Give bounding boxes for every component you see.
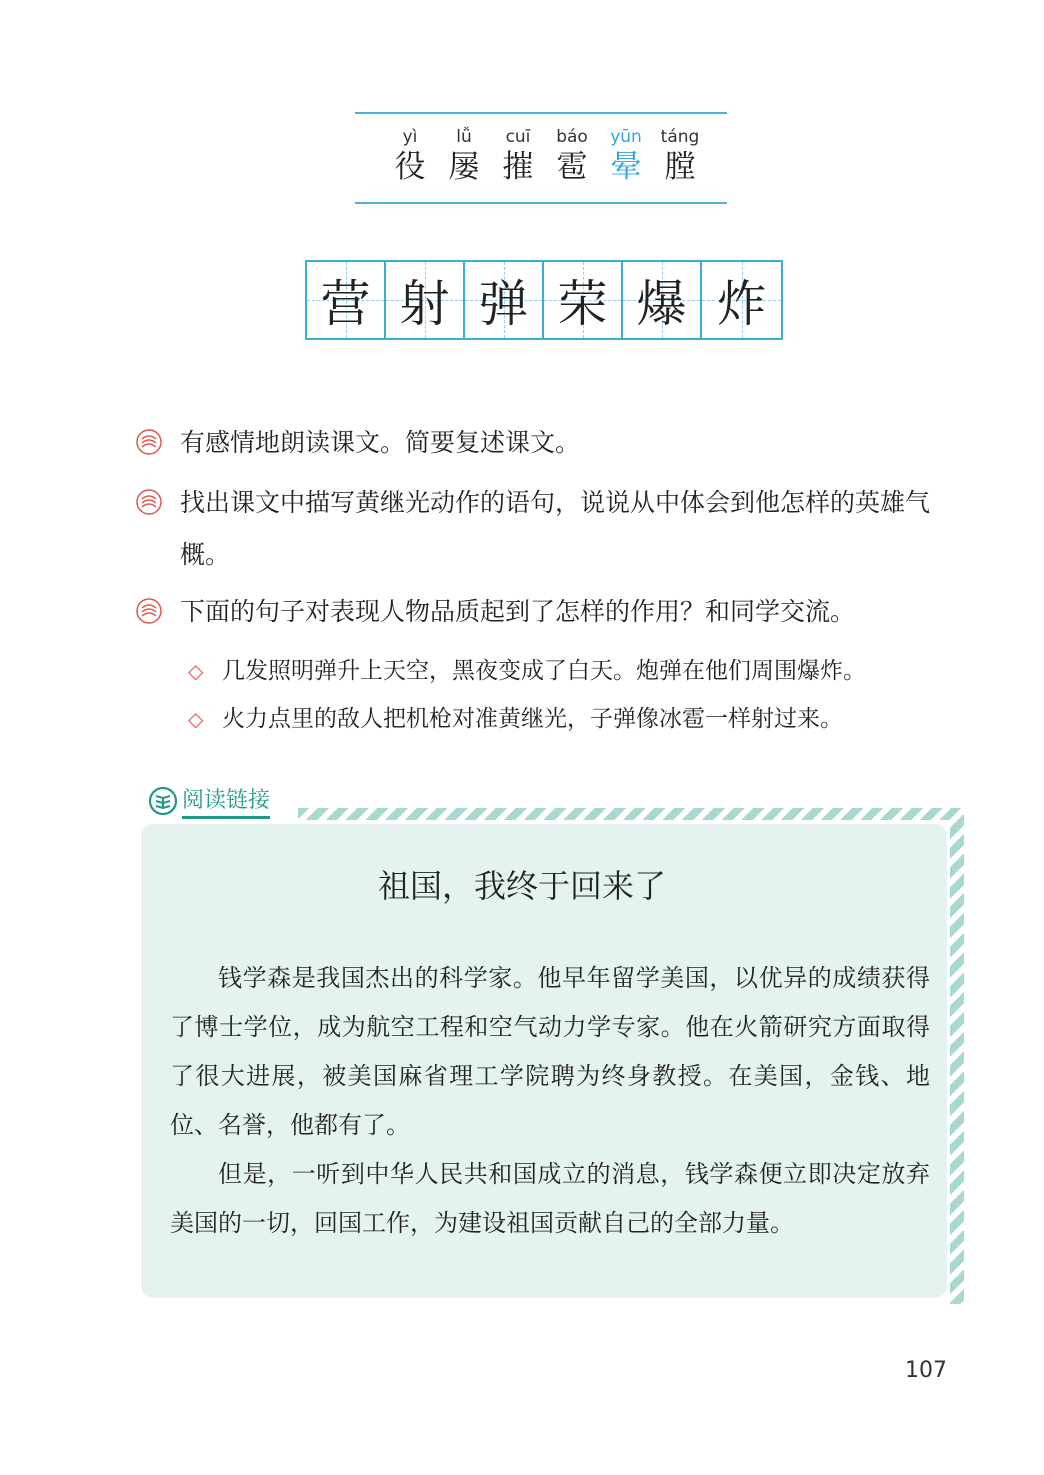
diamond-bullet-icon: ◇ — [188, 659, 204, 683]
character: 屡 — [448, 149, 480, 185]
reading-link-label: 阅读链接 — [182, 783, 270, 819]
page-number: 107 — [905, 1358, 947, 1383]
pinyin: yūn — [610, 127, 642, 147]
grid-cell-5 — [623, 262, 702, 338]
grid-character: 爆 — [636, 275, 687, 333]
character: 役 — [394, 149, 426, 185]
character: 膛 — [664, 149, 696, 185]
reading-paragraph-1: 钱学森是我国杰出的科学家。他早年留学美国，以优异的成绩获得了博士学位，成为航空工程和空气动力学专家。他在火箭研究方面取得了很大进展，被美国麻省理工学院聘为终身教授。在美国，金钱、地位、名誉，他都有了。 — [170, 964, 930, 1139]
exercise-item-3 — [136, 586, 966, 638]
exercise-text: 有感情地朗读课文。简要复述课文。 — [180, 428, 581, 457]
grid-character: 营 — [320, 275, 371, 333]
character: 晕 — [610, 149, 642, 185]
decorative-stripe-top — [298, 808, 962, 820]
book-icon — [148, 786, 178, 816]
writing-grid — [305, 260, 783, 340]
character: 雹 — [556, 149, 588, 185]
spiral-seal-icon — [136, 429, 162, 455]
sentence-text: 火力点里的敌人把机枪对准黄继光，子弹像冰雹一样射过来。 — [222, 706, 843, 732]
exercise-text: 下面的句子对表现人物品质起到了怎样的作用？和同学交流。 — [180, 597, 856, 626]
recognition-row — [383, 126, 707, 186]
pinyin: lǚ — [456, 127, 472, 147]
grid-cell-3 — [465, 262, 544, 338]
sentence-text: 几发照明弹升上天空，黑夜变成了白天。炮弹在他们周围爆炸。 — [222, 658, 866, 684]
pinyin: báo — [556, 127, 588, 147]
reading-body — [170, 954, 930, 1248]
exercise-sentence-1 — [188, 650, 978, 692]
spiral-seal-icon — [136, 489, 162, 515]
exercise-text: 找出课文中描写黄继光动作的语句，说说从中体会到他怎样的英雄气概。 — [180, 488, 931, 569]
recognition-characters-box — [355, 112, 727, 204]
reading-paragraph-2: 但是，一听到中华人民共和国成立的消息，钱学森便立即决定放弃美国的一切，回国工作，为建设祖国贡献自己的全部力量。 — [170, 1160, 930, 1237]
grid-cell-6 — [702, 262, 781, 338]
recognition-char-1 — [383, 126, 437, 186]
reading-link-header — [148, 784, 270, 818]
grid-character: 荣 — [557, 275, 608, 333]
grid-cell-4 — [544, 262, 623, 338]
grid-cell-1 — [307, 262, 386, 338]
exercise-item-1 — [136, 417, 966, 469]
pinyin: yì — [402, 127, 418, 147]
grid-cell-2 — [386, 262, 465, 338]
exercise-sentence-2 — [188, 698, 978, 740]
recognition-char-2 — [437, 126, 491, 186]
recognition-char-4 — [545, 126, 599, 186]
pinyin: cuī — [505, 127, 531, 147]
recognition-char-3 — [491, 126, 545, 186]
reading-title: 祖国，我终于回来了 — [377, 867, 666, 905]
recognition-char-6 — [653, 126, 707, 186]
recognition-char-5 — [599, 126, 653, 186]
diamond-bullet-icon: ◇ — [188, 707, 204, 731]
grid-character: 射 — [399, 275, 450, 333]
character: 摧 — [502, 149, 534, 185]
grid-character: 弹 — [478, 275, 529, 333]
exercise-item-2 — [136, 477, 966, 581]
grid-character: 炸 — [716, 275, 767, 333]
spiral-seal-icon — [136, 598, 162, 624]
pinyin: táng — [660, 127, 700, 147]
